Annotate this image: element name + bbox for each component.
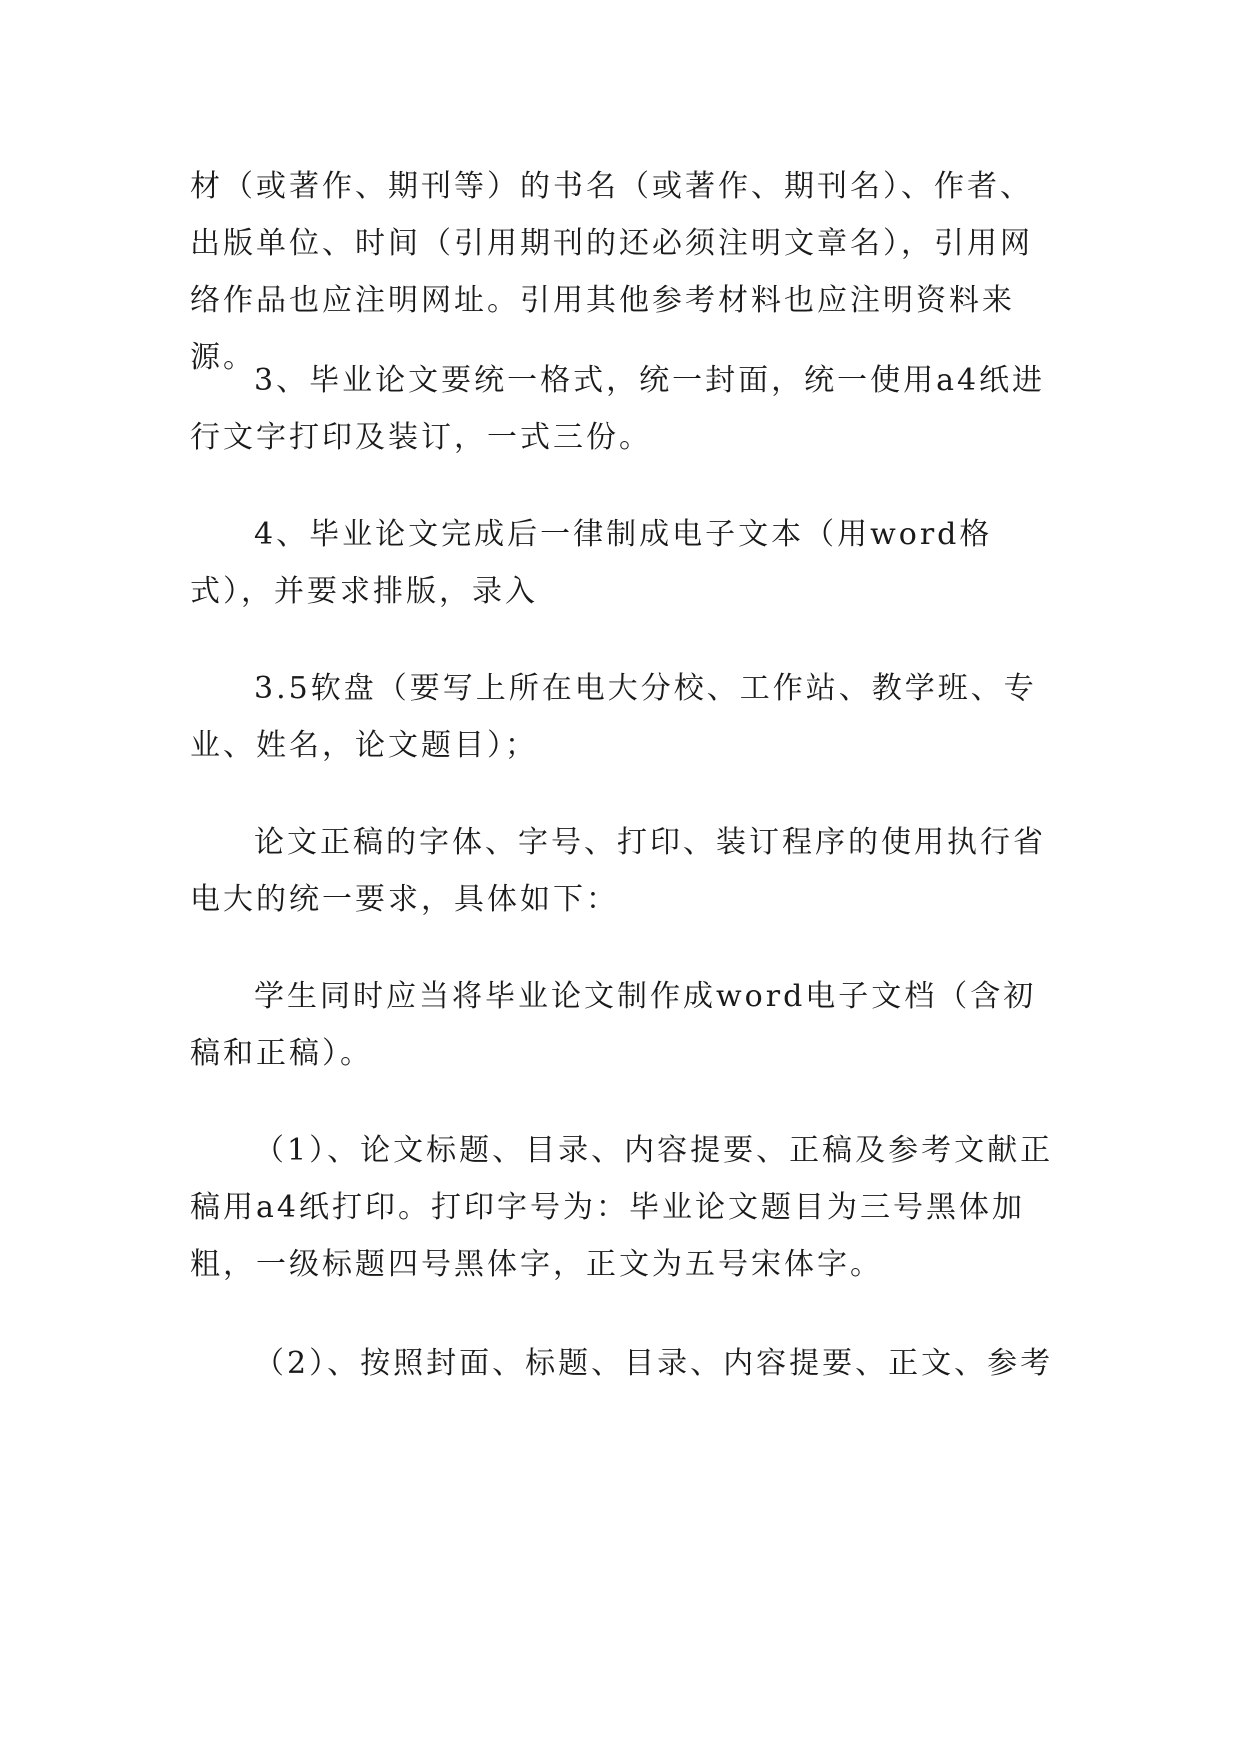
paragraph-floppy-disk: 3.5软盘（要写上所在电大分校、工作站、教学班、专业、姓名，论文题目）； xyxy=(190,671,1037,763)
paragraph-formatting-requirements: 论文正稿的字体、字号、打印、装订程序的使用执行省电大的统一要求，具体如下： xyxy=(190,825,1046,917)
paragraph-references-continued: 材（或著作、期刊等）的书名（或著作、期刊名）、作者、出版单位、时间（引用期刊的还必须注明文章名），引用网络作品也应注明网址。引用其他参考材料也应注明资料来源。 xyxy=(190,169,1033,375)
paragraph-subitem-1: （1）、论文标题、目录、内容提要、正稿及参考文献正稿用a4纸打印。打印字号为：毕业论文题目为三号黑体加粗，一级标题四号黑体字，正文为五号宋体字。 xyxy=(190,1133,1054,1282)
paragraph-word-document: 学生同时应当将毕业论文制作成word电子文档（含初稿和正稿）。 xyxy=(190,979,1037,1071)
paragraph-subitem-2: （2）、按照封面、标题、目录、内容提要、正文、参考 xyxy=(254,1346,1054,1381)
paragraph-item-3: 3、毕业论文要统一格式，统一封面，统一使用a4纸进行文字打印及装订，一式三份。 xyxy=(190,363,1046,455)
paragraph-item-4: 4、毕业论文完成后一律制成电子文本（用word格式），并要求排版，录入 xyxy=(190,517,993,609)
